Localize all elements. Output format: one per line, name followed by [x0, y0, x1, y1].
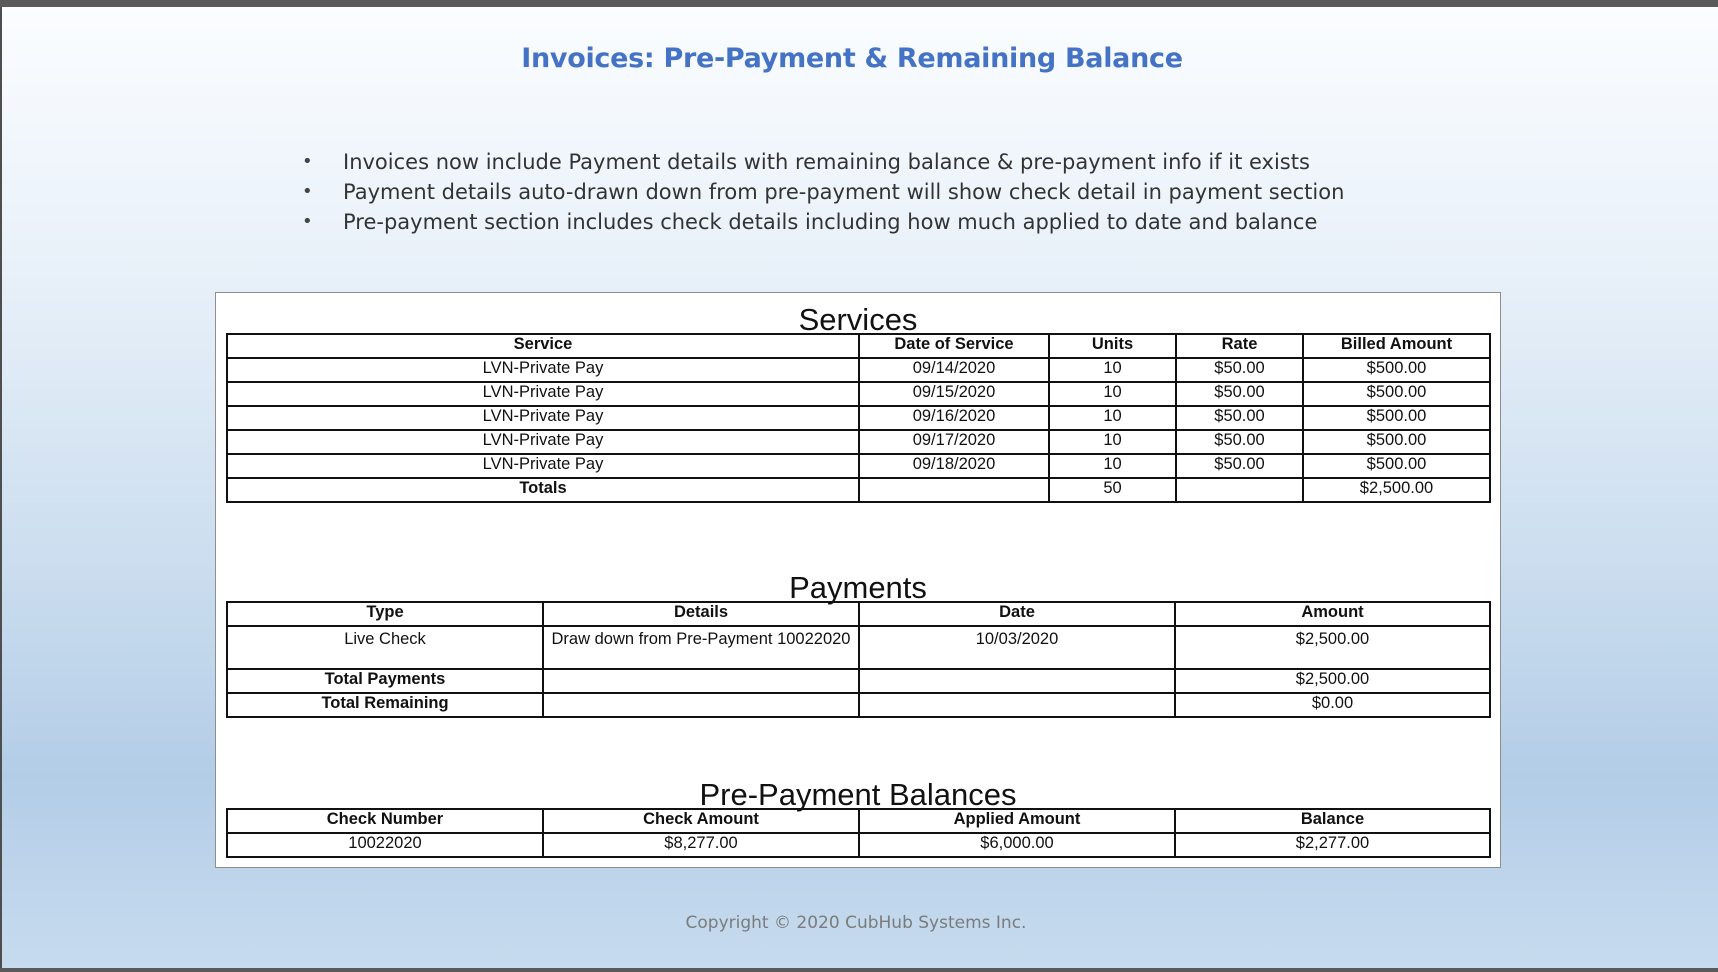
total-remaining-label: Total Remaining	[227, 693, 543, 717]
cell-service: LVN-Private Pay	[227, 382, 859, 406]
cell-rate: $50.00	[1176, 430, 1303, 454]
header-check-amount: Check Amount	[543, 809, 859, 833]
header-type: Type	[227, 602, 543, 626]
services-title: Services	[798, 302, 918, 337]
cell-date: 09/14/2020	[859, 358, 1049, 382]
cell-check-number: 10022020	[227, 833, 543, 857]
cell-rate: $50.00	[1176, 358, 1303, 382]
header-balance: Balance	[1175, 809, 1490, 833]
totals-label: Totals	[227, 478, 859, 502]
cell-date	[859, 478, 1049, 502]
table-header-row	[227, 334, 1490, 358]
cell-details: Draw down from Pre-Payment 10022020	[543, 626, 859, 669]
services-table	[226, 333, 1491, 503]
total-payments-amount: $2,500.00	[1175, 669, 1490, 693]
totals-units: 50	[1049, 478, 1176, 502]
totals-billed: $2,500.00	[1303, 478, 1490, 502]
bullet-icon: •	[302, 181, 313, 202]
table-header-row	[227, 809, 1490, 833]
header-billed-amount: Billed Amount	[1303, 334, 1490, 358]
cell-billed: $500.00	[1303, 454, 1490, 478]
cell-type: Live Check	[227, 626, 543, 669]
bullet-item	[298, 207, 1344, 237]
cell-details	[543, 669, 859, 693]
cell-units: 10	[1049, 382, 1176, 406]
cell-date	[859, 669, 1175, 693]
table-row	[227, 382, 1490, 406]
bullet-text: Invoices now include Payment details with remaining balance & pre-payment info if it exists	[343, 150, 1310, 174]
cell-billed: $500.00	[1303, 430, 1490, 454]
cell-balance: $2,277.00	[1175, 833, 1490, 857]
payments-title: Payments	[789, 570, 927, 605]
cell-date: 09/18/2020	[859, 454, 1049, 478]
header-date-of-service: Date of Service	[859, 334, 1049, 358]
header-rate: Rate	[1176, 334, 1303, 358]
cell-billed: $500.00	[1303, 406, 1490, 430]
header-units: Units	[1049, 334, 1176, 358]
slide	[0, 7, 1718, 968]
header-check-number: Check Number	[227, 809, 543, 833]
cell-date	[859, 693, 1175, 717]
table-row	[227, 358, 1490, 382]
slide-title: Invoices: Pre-Payment & Remaining Balance	[521, 43, 1183, 74]
copyright-footer: Copyright © 2020 CubHub Systems Inc.	[685, 913, 1027, 933]
cell-rate: $50.00	[1176, 454, 1303, 478]
total-payments-label: Total Payments	[227, 669, 543, 693]
cell-details	[543, 693, 859, 717]
header-date: Date	[859, 602, 1175, 626]
header-details: Details	[543, 602, 859, 626]
cell-date: 09/15/2020	[859, 382, 1049, 406]
total-remaining-amount: $0.00	[1175, 693, 1490, 717]
payments-table	[226, 601, 1491, 718]
table-row	[227, 626, 1490, 669]
table-row	[227, 406, 1490, 430]
cell-units: 10	[1049, 358, 1176, 382]
prepayment-table	[226, 808, 1491, 858]
cell-date: 09/16/2020	[859, 406, 1049, 430]
header-applied-amount: Applied Amount	[859, 809, 1175, 833]
bullet-text: Pre-payment section includes check details including how much applied to date and balance	[343, 210, 1318, 234]
cell-rate	[1176, 478, 1303, 502]
cell-check-amount: $8,277.00	[543, 833, 859, 857]
bullet-icon: •	[302, 151, 313, 172]
cell-service: LVN-Private Pay	[227, 358, 859, 382]
cell-service: LVN-Private Pay	[227, 454, 859, 478]
cell-amount: $2,500.00	[1175, 626, 1490, 669]
cell-units: 10	[1049, 406, 1176, 430]
cell-service: LVN-Private Pay	[227, 406, 859, 430]
header-service: Service	[227, 334, 859, 358]
cell-applied-amount: $6,000.00	[859, 833, 1175, 857]
bullet-icon: •	[302, 211, 313, 232]
table-row	[227, 454, 1490, 478]
invoice-document	[215, 292, 1501, 868]
bullet-text: Payment details auto-drawn down from pre-payment will show check detail in payment section	[343, 180, 1345, 204]
cell-rate: $50.00	[1176, 406, 1303, 430]
cell-units: 10	[1049, 430, 1176, 454]
cell-rate: $50.00	[1176, 382, 1303, 406]
bullet-item	[298, 177, 1344, 207]
cell-date: 09/17/2020	[859, 430, 1049, 454]
table-row	[227, 430, 1490, 454]
bullet-item	[298, 147, 1344, 177]
header-amount: Amount	[1175, 602, 1490, 626]
cell-billed: $500.00	[1303, 382, 1490, 406]
cell-billed: $500.00	[1303, 358, 1490, 382]
table-header-row	[227, 602, 1490, 626]
total-payments-row	[227, 669, 1490, 693]
cell-units: 10	[1049, 454, 1176, 478]
total-remaining-row	[227, 693, 1490, 717]
cell-date: 10/03/2020	[859, 626, 1175, 669]
cell-service: LVN-Private Pay	[227, 430, 859, 454]
bullet-list	[298, 147, 1344, 237]
totals-row	[227, 478, 1490, 502]
table-row	[227, 833, 1490, 857]
prepayment-title: Pre-Payment Balances	[699, 777, 1017, 812]
